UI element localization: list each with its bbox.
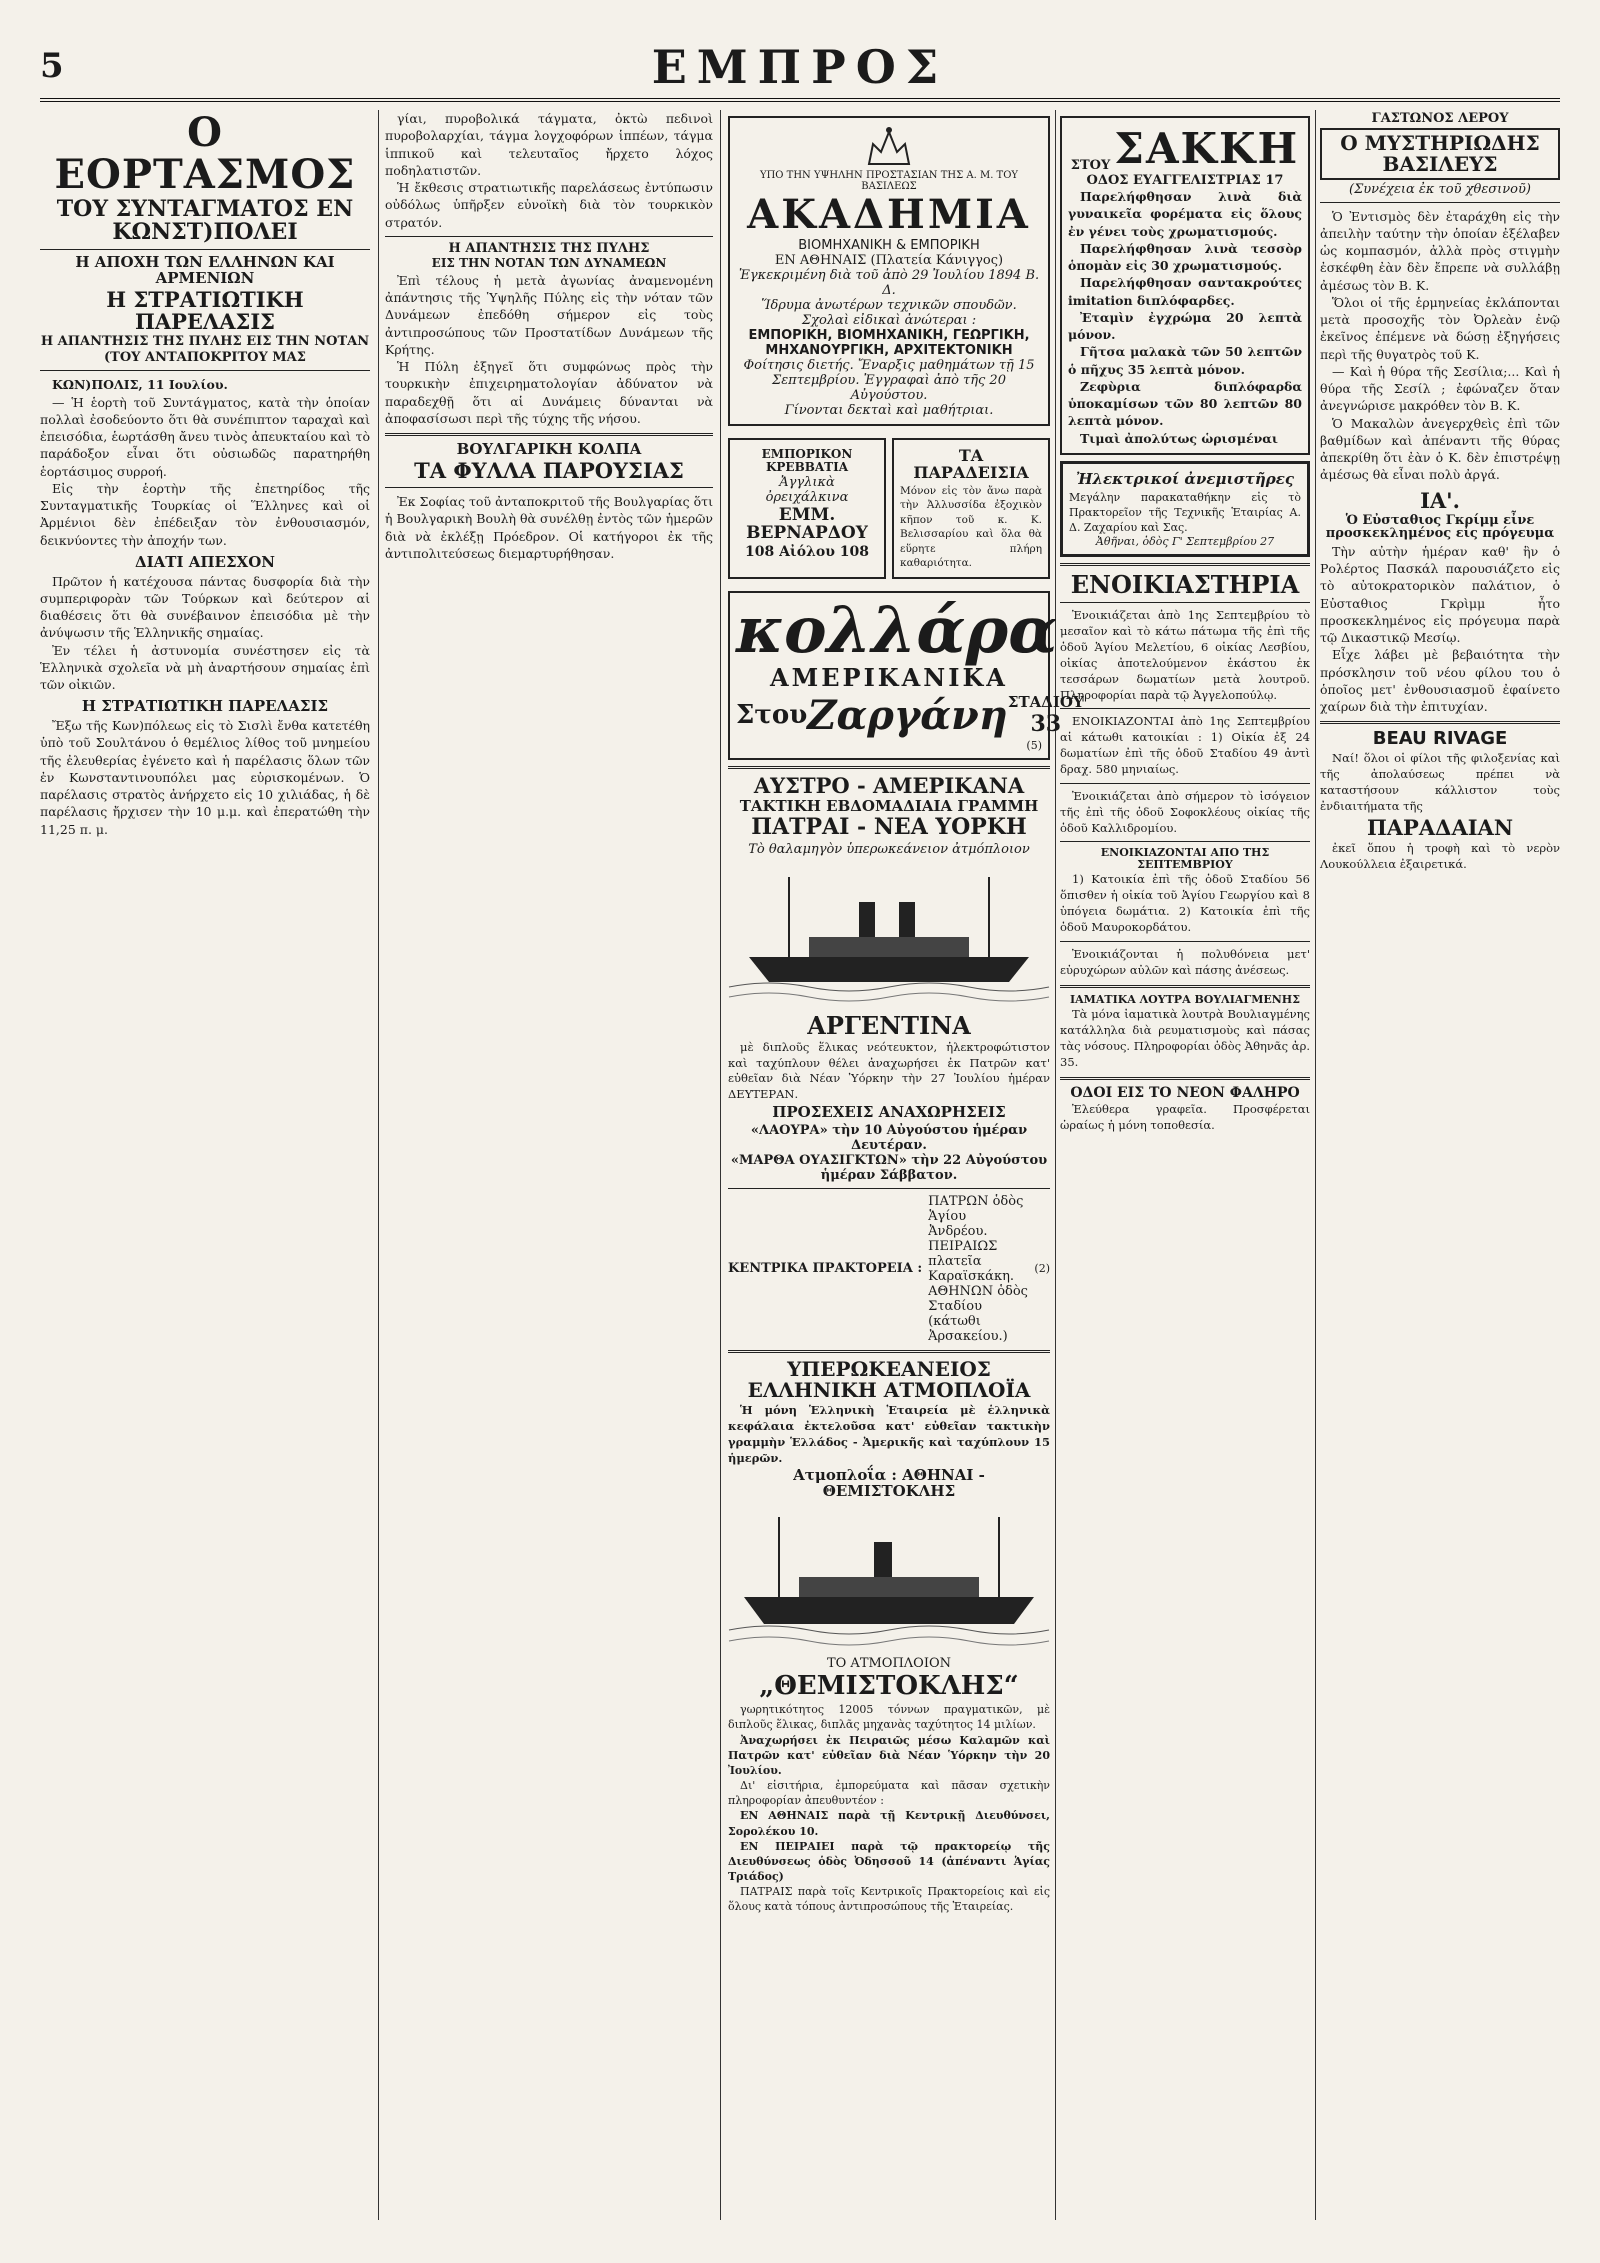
fans-text: Μεγάλην παρακαταθήκην εἰς τὸ Πρακτορεῖον τῆς Τεχνικῆς Ἑταιρίας Α. Δ. Ζαχαρίου καὶ Σας. xyxy=(1069,490,1301,534)
collars-number: 33 xyxy=(1030,711,1062,738)
byline: (ΤΟΥ ΑΝΤΑΠΟΚΡΙΤΟΥ ΜΑΣ xyxy=(104,350,306,366)
academy-line: Ἐγκεκριμένη διὰ τοῦ ἀπὸ 29 Ἰουλίου 1894 Β. Δ. xyxy=(738,268,1040,298)
serial-paragraph: — Καὶ ἡ θύρα τῆς Σεσίλια;... Καὶ ἡ θύρα τῆς Σεσίλ ; ἐφώναζεν ὅταν ἀνεγνώρισε μακρόθεν τὸν Β. Κ. xyxy=(1320,363,1560,414)
divider xyxy=(1060,941,1310,942)
divider xyxy=(1060,841,1310,842)
collars-ref: (5) xyxy=(1026,738,1042,752)
beau-rivage-text: ἐκεῖ ὅπου ἡ τροφὴ καὶ τὸ νερὸν Λουκούλλεια ἐξαιρετικά. xyxy=(1320,840,1560,871)
column-2 xyxy=(385,110,713,2220)
page-number: 5 xyxy=(40,46,64,86)
sakki-line: Γῆτσα μαλακὰ τῶν 50 λεπτῶν ὁ πῆχυς 35 λεπτὰ μόνον. xyxy=(1068,344,1302,377)
austro-title: ΑΥΣΤΡΟ - ΑΜΕΡΙΚΑΝΑ xyxy=(753,772,1025,798)
baths-title: ΙΑΜΑΤΙΚΑ ΛΟΥΤΡΑ ΒΟΥΛΙΑΓΜΕΝΗΣ xyxy=(1070,992,1300,1006)
divider xyxy=(1060,1077,1310,1080)
agency-list xyxy=(928,1194,1028,1344)
rentals-subtitle: ΕΝΟΙΚΙΑΖΟΝΤΑΙ ΑΠΟ ΤΗΣ ΣΕΠΤΕΜΒΡΙΟΥ xyxy=(1100,846,1270,871)
collars-subtitle: ΑΜΕΡΙΚΑΝΙΚΑ xyxy=(770,662,1008,692)
serial-title: Ο ΜΥΣΤΗΡΙΩΔΗΣ ΒΑΣΙΛΕΥΣ xyxy=(1320,128,1560,180)
divider xyxy=(40,370,370,371)
agency-title: ΚΕΝΤΡΙΚΑ ΠΡΑΚΤΟΡΕΙΑ : xyxy=(728,1261,923,1277)
austro-next-1: «ΛΑΟΥΡΑ» τὴν 10 Αὐγούστου ἡμέραν Δευτέραν. xyxy=(750,1122,1028,1153)
divider xyxy=(728,1188,1050,1189)
academy-line: Σχολαὶ εἰδικαὶ ἀνώτεραι : xyxy=(801,313,977,328)
divider xyxy=(728,1350,1050,1353)
divider xyxy=(385,236,713,237)
sakki-address: ΟΔΟΣ ΕΥΑΓΓΕΛΙΣΤΡΙΑΣ 17 xyxy=(1086,173,1284,188)
greek-line-text: ΕΝ ΠΕΙΡΑΙΕΙ παρὰ τῷ πρακτορείῳ τῆς Διευθύνσεως ὁδὸς Ὀδησσοῦ 14 (ἀπέναντι Ἁγίας Τριάδος) xyxy=(728,1839,1050,1884)
column-1 xyxy=(40,110,370,2220)
column-5 xyxy=(1320,110,1560,2220)
greek-line-text: ΕΝ ΑΘΗΝΑΙΣ παρὰ τῇ Κεντρικῇ Διευθύνσει, Σορολέκου 10. xyxy=(728,1809,1050,1838)
sakki-line: Ἐταμὶν ἐγχρώμα 20 λεπτὰ μόνον. xyxy=(1068,309,1302,342)
serial-chapter-title: Ὁ Εὐσταθιος Γκρίμμ εἶνε προσκεκλημένος εἰς πρόγευμα xyxy=(1325,512,1555,542)
paradise-text: Μόνον εἰς τὸν ἄνω παρὰ τὴν Ἀλλυσσίδα ἐξοχικὸν κῆπον τοῦ κ. Κ. Βελισσαρίου καὶ ὅλα θὰ εὕρητε πλήρη καθαριότητα. xyxy=(900,484,1042,570)
ad-row xyxy=(728,432,1050,585)
greek-line-text: Δι' εἰσιτήρια, ἐμπορεύματα καὶ πᾶσαν σχετικὴν πληροφορίαν ἀπευθυντέον : xyxy=(728,1779,1050,1808)
article-paragraph: — Ἡ ἑορτὴ τοῦ Συντάγματος, κατὰ τὴν ὁποίαν πολλαὶ ἐσοδεύοντο ὅτι θὰ συνέπιπτον ταραχαὶ καὶ ἐπεισόδια, ἑωρτάσθη ἄνευ τινὸς ἀπευκταίου καὶ τὸ παράδοξον εἶναι ὅτι οὐσιωδῶς παρατηρήθη ἑορτάσιμος συρροή. xyxy=(40,394,370,479)
faliro-text: Ἐλεύθερα γραφεῖα. Προσφέρεται ὡραίως ἡ μόνη τοποθεσία. xyxy=(1060,1102,1310,1133)
column-divider xyxy=(720,110,721,2220)
beds-address: 108 Αἰόλου 108 xyxy=(744,543,870,560)
collars-title: κολλάρα xyxy=(736,592,1058,668)
academy-city: ΕΝ ΑΘΗΝΑΙΣ (Πλατεία Κάνιγγος) xyxy=(774,253,1004,268)
subhead-reply: Η ΑΠΑΝΤΗΣΙΣ ΤΗΣ ΠΥΛΗΣ xyxy=(448,240,650,256)
serial-chapter: ΙΑ'. xyxy=(1420,487,1460,513)
article-paragraph: γίαι, πυροβολικά τάγματα, ὀκτὼ πεδινοὶ πυροβολαρχίαι, τάγμα λογχοφόρων ἱππέων, τάγμα ἱππικοῦ καὶ τελευταῖος ἤρχετο λόχος ποδηλατιστῶν. xyxy=(385,111,713,178)
royal-crest-icon xyxy=(859,124,919,170)
greek-line-route: Ατμοπλοΐα : ΑΘΗΝΑΙ - ΘΕΜΙΣΤΟΚΛΗΣ xyxy=(793,1466,985,1501)
paper-name: ΕΜΠΡΟΣ xyxy=(651,40,949,94)
headline-leaves: ΤΑ ΦΥΛΛΑ ΠΑΡΟΥΣΙΑΣ xyxy=(414,457,684,483)
column-divider xyxy=(1315,110,1316,2220)
ad-collars xyxy=(728,591,1084,760)
academy-line: Ἵδρυμα ἀνωτέρων τεχνικῶν σπουδῶν. xyxy=(761,298,1017,313)
agency-athens: ΑΘΗΝΩΝ ὁδὸς Σταδίου (κάτωθι Ἀρσακείου.) xyxy=(928,1283,1028,1344)
newspaper-page xyxy=(40,40,1560,2225)
collars-street: ΣΤΑΔΙΟΥ xyxy=(1007,693,1084,712)
austro-text: μὲ διπλοῦς ἕλικας νεότευκτον, ἠλεκτροφώτιστον καὶ ταχύπλουν θέλει ἀναχωρήσει ἐκ Πατρῶν κατ' εὐθεῖαν διὰ Νέαν Ὑόρκην τὴν 27 Ἰουλίου ἡμέραν ΔΕΥΤΕΡΑΝ. xyxy=(728,1039,1050,1102)
beds-line: Ἀγγλικὰ ὀρειχάλκινα xyxy=(765,475,849,506)
subhead-parade: Η ΣΤΡΑΤΙΩΤΙΚΗ ΠΑΡΕΛΑΣΙΣ xyxy=(81,697,329,716)
divider xyxy=(385,487,713,488)
beau-rivage-title: BEAU RIVAGE xyxy=(1372,728,1508,750)
beau-rivage-text: Ναί! ὅλοι οἱ φίλοι τῆς φιλοξενίας καὶ τῆς ἀπολαύσεως πρέπει νὰ καταστήσουν κάλλιστον τοὺς ἐνδιαιτήματα τῆς xyxy=(1320,751,1560,813)
divider xyxy=(1320,202,1560,203)
serial-paragraph: Ὁ Ἐντισμὸς δὲν ἐταράχθη εἰς τὴν ἀπειλὴν ταύτην τὴν ὁποίαν ἐξέλαβεν ὡς κομπασμόν, ἀλλὰ πρὸς στιγμὴν ἐσκέφθη ἐὰν δὲν ἔπρεπε νὰ συλλάβῃ ἀμέσως τὸν Β. Κ. xyxy=(1320,208,1560,293)
rental-notice: Ἐνοικιάζεται ἀπὸ σήμερον τὸ ἰσόγειον τῆς ἐπὶ τῆς ὁδοῦ Σοφοκλέους οἰκίας τῆς ὁδοῦ Καλλιδρομίου. xyxy=(1060,788,1310,835)
column-divider xyxy=(1055,110,1056,2220)
ship-argentina: ΑΡΓΕΝΤΙΝΑ xyxy=(807,1010,971,1040)
sakki-title: ΣΑΚΚΗ xyxy=(1114,124,1300,173)
greek-line-title: ΥΠΕΡΩΚΕΑΝΕΙΟΣ ΕΛΛΗΝΙΚΗ ΑΤΜΟΠΛΟΪΑ xyxy=(747,1356,1031,1402)
paradise-title: ΤΑ ΠΑΡΑΔΕΙΣΙΑ xyxy=(913,446,1029,482)
subhead-why: ΔΙΑΤΙ ΑΠΕΣΧΟΝ xyxy=(135,552,275,571)
academy-subtitle: ΒΙΟΜΗΧΑΝΙΚΗ & ΕΜΠΟΡΙΚΗ xyxy=(798,238,980,253)
divider xyxy=(728,766,1050,769)
serial-paragraph: Ὁ Μακαλὼν ἀνεγερχθεὶς ἐπὶ τῶν βαθμίδων καὶ ἀπέναντι τῆς θύρας ἀπεκρίθη ὅτι ἐὰν ὁ Κ. δὲν ἐπιστρέψῃ ἀμέσως θὰ εἶναι πολὺ ἀργά. xyxy=(1320,415,1560,483)
greek-line-text: γωρητικότητος 12005 τόννων πραγματικῶν, μὲ διπλοῦς ἕλικας, διπλᾶς μηχανὰς ταχύτητος 14 μιλίων. xyxy=(728,1703,1050,1732)
austro-subtitle: ΤΑΚΤΙΚΗ ΕΒΔΟΜΑΔΙΑΙΑ ΓΡΑΜΜΗ xyxy=(739,796,1039,815)
academy-line: ΕΜΠΟΡΙΚΗ, ΒΙΟΜΗΧΑΝΙΚΗ, ΓΕΩΡΓΙΚΗ, xyxy=(748,328,1030,343)
article-paragraph: Εἰς τὴν ἑορτὴν τῆς ἐπετηρίδος τῆς Συνταγματικῆς Τουρκίας οἱ Ἕλληνες καὶ οἱ Ἀρμένιοι δὲν ἐπέδειξαν τὸν ἐνθουσιασμόν, δεικνύοντες τὴν ἀποχήν των. xyxy=(40,480,370,548)
serial-paragraph: Ὅλοι οἱ τῆς ἑρμηνείας ἐκλάπονται μετὰ προσοχῆς τὸν Ὀρλεὰν ἐνῷ ἐκεῖνος ἐπέμενε νὰ δώσῃ ἐξηγήσεις περὶ τῆς θυγατρὸς τοῦ Κ. xyxy=(1320,294,1560,362)
rental-notice: ΕΝΟΙΚΙΑΖΟΝΤΑΙ ἀπὸ 1ης Σεπτεμβρίου αἱ κάτωθι κατοικίαι : 1) Οἰκία ἐξ 24 δωματίων ἐπὶ τῆς ὁδοῦ Σταδίου 49 ἀντὶ δραχ. 580 μηνιαίως. xyxy=(1060,714,1310,776)
rental-notice: 1) Κατοικία ἐπὶ τῆς ὁδοῦ Σταδίου 56 ὅπισθεν ἡ οἰκία τοῦ Ἁγίου Γεωργίου καὶ 8 ὑπόγεια δωμάτια. 2) Κατοικία ἐπὶ τῆς ὁδοῦ Μαυροκορδάτου. xyxy=(1060,872,1310,935)
beds-title: ΕΜΠΟΡΙΚΟΝ ΚΡΕΒΒΑΤΙΑ xyxy=(761,447,853,474)
article-paragraph: Ἐπὶ τέλους ἡ μετὰ ἀγωνίας ἀναμενομένη ἀπάντησις τῆς Ὑψηλῆς Πύλης εἰς τὴν νόταν τῶν Δυνάμεων ἐπεδόθη σήμερον εἰς τοὺς ἀντιπροσώπους τῶν Προστατίδων Δυνάμεων τῆς Κρήτης. xyxy=(385,272,713,357)
serial-paragraph: Τὴν αὐτὴν ἡμέραν καθ' ἣν ὁ Ρολέρτος Πασκάλ παρουσιάζετο εἰς τὸ αὐτοκρατορικὸν παλάτιον, ὁ Εὐσταθιος Γκρὶμμ ἦτο προσκεκλημένος εἰς πρόγευμα παρὰ τῷ Δικαστικῷ Μεσίῳ. xyxy=(1320,543,1560,646)
sakki-line: Ζεφὺρια διπλόφαρδα ὑποκαμίσων τῶν 80 λεπτῶν 80 λεπτὰ μόνον. xyxy=(1068,378,1302,429)
ad-academy xyxy=(728,116,1050,426)
beds-name: ΕΜΜ. ΒΕΡΝΑΡΔΟΥ xyxy=(746,505,868,544)
headline-constitution: ΤΟΥ ΣΥΝΤΑΓΜΑΤΟΣ ΕΝ ΚΩΝΣΤ)ΠΟΛΕΙ xyxy=(56,196,354,246)
collars-row xyxy=(736,691,1084,739)
headline-reply: Η ΑΠΑΝΤΗΣΙΣ ΤΗΣ ΠΥΛΗΣ ΕΙΣ ΤΗΝ ΝΟΤΑΝ xyxy=(40,333,370,349)
dateline: ΚΩΝ)ΠΟΛΙΣ, 11 Ιουλίου. xyxy=(52,377,228,393)
divider xyxy=(1320,721,1560,724)
article-paragraph: Ἡ Πύλη ἐξηγεῖ ὅτι συμφώνως πρὸς τὴν τουρκικὴν ἐπιχειρηματολογίαν ἀδύνατον νὰ παραδεχθῇ ὅτι αἱ Δυνάμεις δύνανται νὰ ἀποφασίσωσι περὶ τῆς τύχης τῆς νήσου. xyxy=(385,359,713,426)
sakki-pre: ΣΤΟΥ xyxy=(1070,158,1111,173)
column-4 xyxy=(1060,110,1310,2220)
rental-notice: Ἐνοικιάζονται ἡ πολυθόνεια μετ' εὐρυχώρων αὐλῶν καὶ πάσης ἀνέσεως. xyxy=(1060,946,1310,977)
greek-line-text: Ἡ μόνη Ἑλληνικὴ Ἑταιρεία μὲ ἑλληνικὰ κεφάλαια ἐκτελοῦσα κατ' εὐθεῖαν τακτικὴν γραμμὴν Ἑλλάδος - Ἀμερικῆς καὶ ταχύπλουν 15 ἡμερῶν. xyxy=(728,1402,1050,1465)
divider xyxy=(40,249,370,250)
fans-address: Ἀθῆναι, ὁδὸς Γ' Σεπτεμβρίου 27 xyxy=(1095,535,1275,549)
austro-next: ΠΡΟΣΕΧΕΙΣ ΑΝΑΧΩΡΗΣΕΙΣ xyxy=(772,1103,1006,1122)
ad-paradise xyxy=(892,438,1050,579)
sakki-line: Παρελήφθησαν λινὰ τεσσὸρ ὁπομὰν εἰς 30 χρωματισμούς. xyxy=(1068,240,1302,273)
sakki-line: Τιμαὶ ἀπολύτως ὡρισμέναι xyxy=(1080,430,1278,446)
column-3-ads xyxy=(728,110,1084,2220)
article-paragraph: Ἡ ἔκθεσις στρατιωτικῆς παρελάσεως ἐντύπωσιν οὐδόλως ὑπῆρξεν εὐνοϊκὴ διὰ τὸν τουρκικὸν στρατόν. xyxy=(385,180,713,230)
article-paragraph: Ἔξω τῆς Κων)πόλεως εἰς τὸ Σισλὶ ἔνθα κατετέθη ὑπὸ τοῦ Σουλτάνου ὁ θεμέλιος λίθος τοῦ μνημείου τῆς ἐλευθερίας ἐγένετο καὶ ἡ παρέλασις ὅλων τῶν ἐν Κωνσταντινουπόλει μας εὑρισκομένων. Ὁ παρέλασις στρατὸς ἀνήρχετο εἰς 10 χιλιάδας, ἡ δὲ παρέλασις ἤρχισεν τὴν 10 μ.μ. καὶ ἐπερατώθη τὴν 11,25 π. μ. xyxy=(40,718,370,837)
divider xyxy=(385,433,713,436)
serial-author: ΓΑΣΤΩΝΟΣ ΛΕΡΟΥ xyxy=(1371,111,1509,126)
ship-themistoklis: „ΘΕΜΙΣΤΟΚΛΗΣ“ xyxy=(759,1670,1019,1701)
masthead xyxy=(40,40,1560,102)
agency-ref: (2) xyxy=(1034,1262,1050,1276)
sakki-line: Παρελήφθησαν σαντακρούτες imitation διπλόφαρδες. xyxy=(1068,275,1302,308)
fans-title: Ἠλεκτρικοί ἀνεμιστῆρες xyxy=(1075,469,1295,488)
divider xyxy=(1060,985,1310,988)
ad-electric-fans xyxy=(1060,461,1310,557)
column-divider xyxy=(378,110,379,2220)
headline-main: Ο ΕΟΡΤΑΣΜΟΣ xyxy=(54,109,356,198)
divider xyxy=(1060,708,1310,709)
academy-line: Φοίτησις διετής. Ἔναρξις μαθημάτων τῇ 15 Σεπτεμβρίου. Ἐγγραφαὶ ἀπὸ τῆς 20 Αὐγούστου. xyxy=(743,358,1035,403)
austro-line: Τὸ θαλαμηγὸν ὑπερωκεάνειον ἀτμόπλοιον xyxy=(748,841,1030,857)
academy-line: Γίνονται δεκταὶ καὶ μαθήτριαι. xyxy=(784,403,994,418)
headline-parade: Η ΣΤΡΑΤΙΩΤΙΚΗ ΠΑΡΕΛΑΣΙΣ xyxy=(106,286,304,334)
beau-rivage-name: ΠΑΡΑΔΑΙΑΝ xyxy=(1366,814,1514,840)
collars-at: Στου xyxy=(736,700,808,731)
article-paragraph: Ἐν τέλει ἡ ἀστυνομία συνέστησεν εἰς τὰ Ἑλληνικὰ σχολεῖα νὰ μὴ ἀναρτήσουν σημαίας ἐπὶ τῶν οἰκιῶν. xyxy=(40,642,370,693)
rental-notice: Ἐνοικιάζεται ἀπὸ 1ης Σεπτεμβρίου τὸ μεσαῖον καὶ τὸ κάτω πάτωμα τῆς ἐπὶ τῆς ὁδοῦ Ἁγίου Μελετίου, 6 οἰκίας Λεσβίου, οἰκίας ἀποτελούμενον ἑκάστου ἐκ τεσσάρων δωματίων μετὰ λουτροῦ. Πληροφορίαι παρὰ τῷ Ἀγγελοπούλῳ. xyxy=(1060,608,1310,702)
ship-pre: ΤΟ ΑΤΜΟΠΛΟΙΟΝ xyxy=(826,1655,952,1671)
agency-piraeus: ΠΕΙΡΑΙΩΣ πλατεῖα Καραϊσκάκη. xyxy=(928,1238,1014,1284)
ad-sakki xyxy=(1060,116,1310,455)
collars-shop: Ζαργάνη xyxy=(807,691,1008,739)
serial-continued: (Συνέχεια ἐκ τοῦ χθεσινοῦ) xyxy=(1349,181,1531,197)
baths-text: Τὰ μόνα ἰαματικὰ λουτρὰ Βουλιαγμένης κατάλληλα διὰ ρευματισμοὺς καὶ πάσας τὰς νόσους. Πληροφορίαι ὁδὸς Ἀθηνᾶς ἀρ. 35. xyxy=(1060,1007,1310,1069)
greek-line-text: Ἀναχωρήσει ἐκ Πειραιῶς μέσω Καλαμῶν καὶ Πατρῶν κατ' εὐθεῖαν διὰ Νέαν Ὑόρκην τὴν 20 Ἰουλίου. xyxy=(728,1733,1050,1777)
rentals-title: ΕΝΟΙΚΙΑΣΤΗΡΙΑ xyxy=(1070,570,1300,600)
ad-beds xyxy=(728,438,886,579)
divider xyxy=(1060,602,1310,603)
divider xyxy=(1060,783,1310,784)
sakki-header xyxy=(1068,124,1302,173)
academy-patron: ΥΠΟ ΤΗΝ ΥΨΗΛΗΝ ΠΡΟΣΤΑΣΙΑΝ ΤΗΣ Α. Μ. ΤΟΥ ΒΑΣΙΛΕΩΣ xyxy=(759,170,1019,192)
divider xyxy=(1060,563,1310,566)
steamship-illustration xyxy=(728,857,1050,1007)
headline-bulgarian: ΒΟΥΛΓΑΡΙΚΗ ΚΟΛΠΑ xyxy=(456,440,642,459)
agency-patras: ΠΑΤΡΩΝ ὁδὸς Ἁγίου Ἀνδρέου. xyxy=(928,1193,1024,1239)
steamship-illustration xyxy=(728,1502,1050,1652)
greek-line-text: ΠΑΤΡΑΙΣ παρὰ τοῖς Κεντρικοῖς Πρακτορείοις καὶ εἰς ὅλους κατὰ τόπους ἀντιπροσώπους τῆς Ἑταιρείας. xyxy=(728,1885,1050,1914)
subhead-reply-2: ΕΙΣ ΤΗΝ ΝΟΤΑΝ ΤΩΝ ΔΥΝΑΜΕΩΝ xyxy=(431,256,667,271)
austro-next-2: «ΜΑΡΘΑ ΟΥΑΣΙΓΚΤΩΝ» τὴν 22 Αὐγούστου ἡμέραν Σάββατον. xyxy=(730,1152,1048,1183)
academy-title: ΑΚΑΔΗΜΙΑ xyxy=(747,191,1031,238)
article-paragraph: Πρῶτον ἡ κατέχουσα πάντας δυσφορία διὰ τὴν συμπεριφορὰν τῶν Τούρκων καὶ δεύτερον αἱ διαθέσεις ὅτι θὰ συνέβαινον ἐπεισόδια μὲ τὴν ἀνύψωσιν τῆς Ἑλληνικῆς σημαίας. xyxy=(40,573,370,641)
headline-abstention: Η ΑΠΟΧΗ ΤΩΝ ΕΛΛΗΝΩΝ ΚΑΙ ΑΡΜΕΝΙΩΝ xyxy=(75,253,335,287)
agency-block xyxy=(728,1194,1050,1344)
serial-paragraph: Εἶχε λάβει μὲ βεβαιότητα τὴν πρόσκλησιν τοῦ νέου φίλου του ὁ ὁποῖος μετ' ἐνθουσιασμοῦ ἐφαίνετο χαίρων διὰ τὴν ἐπιτυχίαν. xyxy=(1320,647,1560,715)
academy-line: ΜΗΧΑΝΟΥΡΓΙΚΗ, ΑΡΧΙΤΕΚΤΟΝΙΚΗ xyxy=(765,343,1013,358)
sakki-line: Παρελήφθησαν λινὰ διὰ γυναικεῖα φορέματα εἰς ὅλους ἐν γένει τοὺς χρωματισμούς. xyxy=(1068,189,1302,239)
article-paragraph: Ἐκ Σοφίας τοῦ ἀνταποκριτοῦ τῆς Βουλγαρίας ὅτι ἡ Βουλγαρικὴ Βουλὴ θὰ συνέλθῃ ἐντὸς τῶν ἡμερῶν διὰ νὰ ἐκλέξῃ Πρόεδρον. Οἱ κατήγοροι ἐκ τῆς ἀντιπολιτεύσεως διεμαρτυρήθησαν. xyxy=(385,494,713,561)
faliro-title: ΟΔΟΙ ΕΙΣ ΤΟ ΝΕΟΝ ΦΑΛΗΡΟ xyxy=(1070,1084,1300,1101)
austro-route: ΠΑΤΡΑΙ - ΝΕΑ ΥΟΡΚΗ xyxy=(751,814,1027,841)
